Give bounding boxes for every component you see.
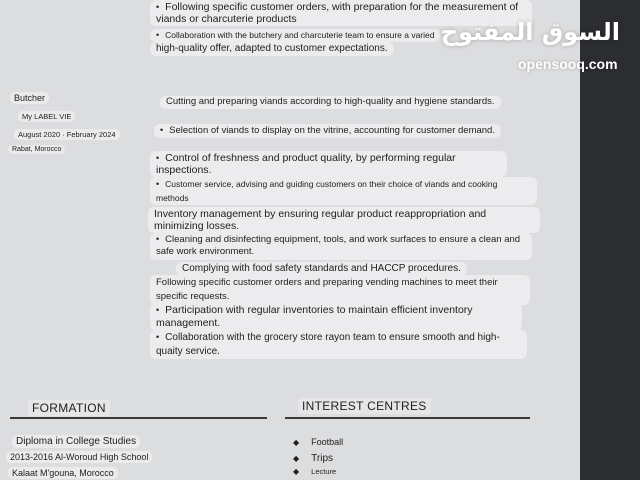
formation-divider <box>10 417 267 419</box>
diamond-bullet-icon: ◆ <box>293 467 300 476</box>
interest-label: Trips <box>311 453 334 464</box>
top-duty-line-3: high-quality offer, adapted to customer expectations. <box>150 42 394 56</box>
duty-item: • Cleaning and disinfecting equipment, tools, and work surfaces to ensure a clean and safe work environment. <box>150 233 532 260</box>
interests-heading: INTEREST CENTRES <box>298 398 431 414</box>
job-title: Butcher <box>10 92 49 104</box>
duty-item: • Control of freshness and product quality, by performing regular inspections. <box>150 151 507 177</box>
duty-item: Following specific customer orders and preparing vending machines to meet their specific requests. <box>150 275 530 305</box>
formation-location: Kalaat M'gouna, Morocco <box>8 467 118 479</box>
interest-item-lecture <box>293 467 336 476</box>
duty-item: • Selection of viands to display on the vitrine, accounting for customer demand. <box>154 124 501 138</box>
interest-label: Football <box>311 437 344 447</box>
duty-item: • Collaboration with the grocery store rayon team to ensure smooth and high-quaity service. <box>150 330 527 359</box>
top-duty-line-2: • Collaboration with the butchery and charcuterie team to ensure a varied <box>150 29 440 42</box>
duty-item: • Customer service, advising and guiding customers on their choice of viands and cooking methods <box>150 177 537 205</box>
formation-heading: FORMATION <box>28 400 110 416</box>
job-company: My LABEL VIE <box>18 111 75 122</box>
interest-item-football <box>293 437 343 447</box>
diamond-bullet-icon: ◆ <box>293 454 300 463</box>
interests-divider <box>285 417 530 419</box>
interest-label: Lecture <box>311 467 337 476</box>
interest-item-trips <box>293 453 333 464</box>
job-location: Rabat, Morocco <box>8 145 65 154</box>
top-duty-line-1: • Following specific customer orders, with preparation for the measurement of viands or charcuterie products <box>150 0 532 26</box>
diamond-bullet-icon: ◆ <box>293 438 300 447</box>
duty-item: Complying with food safety standards and HACCP procedures. <box>176 262 467 276</box>
duty-item: Inventory management by ensuring regular product reappropriation and minimizing losses. <box>148 207 540 233</box>
watermark-latin-text: opensooq.com <box>518 56 618 72</box>
opensooq-watermark <box>440 18 620 78</box>
duty-item: • Participation with regular inventories to maintain efficient inventory management. <box>150 303 522 331</box>
duty-item: Cutting and preparing viands according to high-quality and hygiene standards. <box>160 96 501 109</box>
watermark-arabic-text: السوق المفتوح <box>440 18 620 46</box>
formation-school: 2013-2016 Al-Woroud High School <box>6 451 152 463</box>
job-dates: August 2020 · February 2024 <box>14 129 120 140</box>
formation-degree: Diploma in College Studies <box>12 435 140 448</box>
